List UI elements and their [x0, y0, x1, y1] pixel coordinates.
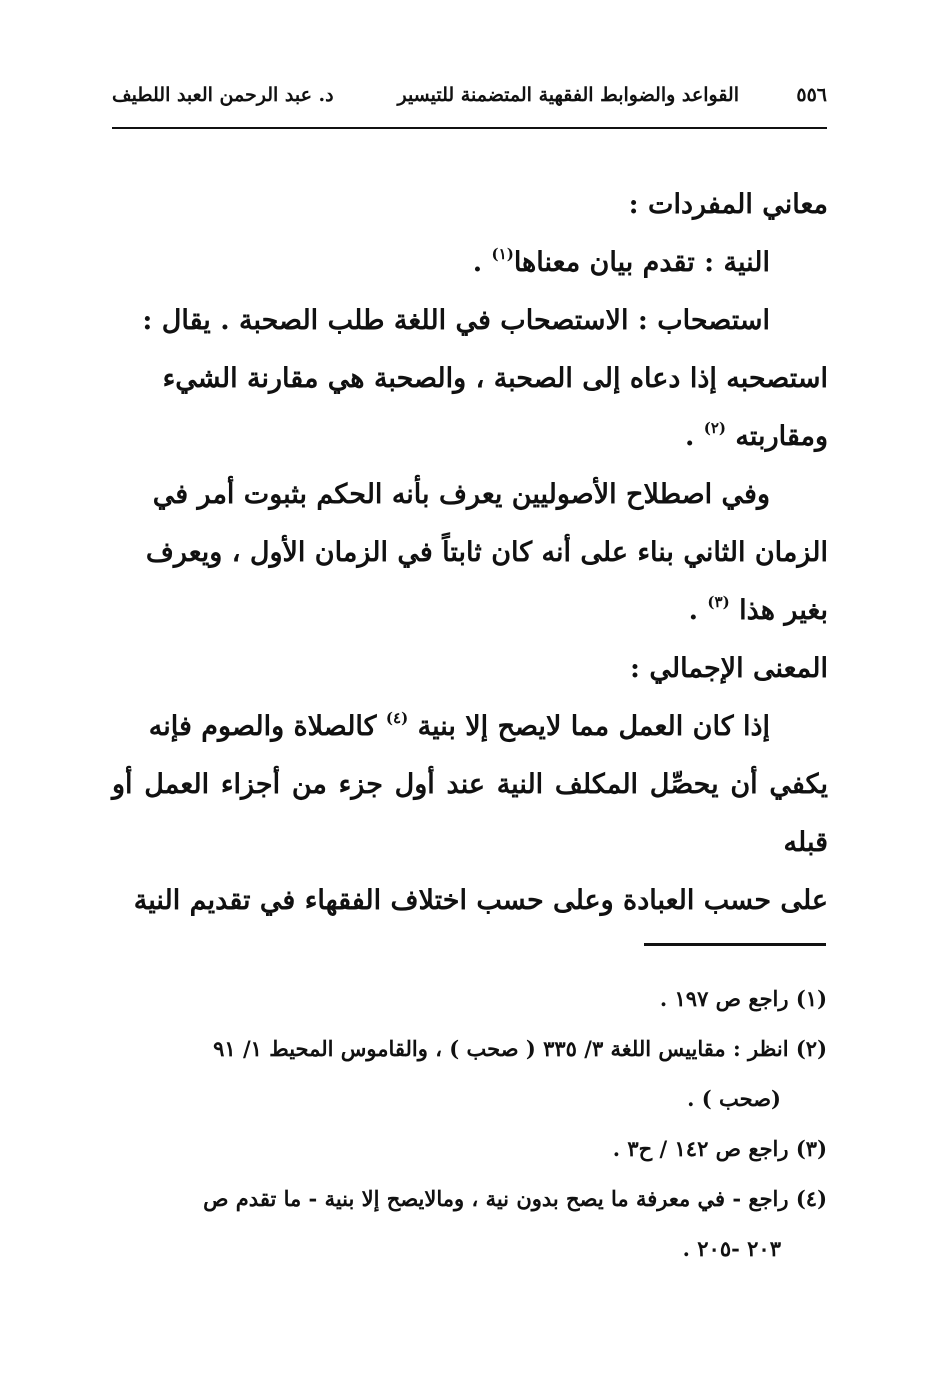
book-title: القواعد والضوابط الفقهية المتضمنة للتيسير	[397, 84, 739, 106]
usul-end: .	[688, 595, 708, 626]
footnote-4-continued: ٢٠٣ -٢٠٥ .	[682, 1236, 781, 1261]
footnote-2: (٢) انظر : مقاييس اللغة ٣/ ٣٣٥ ( صحب ) ، والقاموس المحيط ١/ ٩١	[213, 1036, 827, 1061]
istishab-line-2: استصحبه إذا دعاه إلى الصحبة ، والصحبة هي مقارنة الشيء	[162, 363, 828, 394]
footnote-ref-3: (٣)	[707, 593, 730, 611]
istishab-end: .	[684, 421, 704, 452]
footnote-ref-2: (٢)	[703, 419, 727, 437]
general-line-1	[112, 698, 828, 756]
footnote-ref-4: (٤)	[385, 709, 409, 727]
footnote-4: (٤) راجع - في معرفة ما يصح بدون نية ، ومالايصح إلا بنية - ما تقدم ص	[203, 1186, 827, 1211]
niyya-text: النية : تقدم بيان معناها	[513, 247, 770, 278]
usul-text-end: بغير هذا	[729, 595, 828, 626]
general-line-2: يكفي أن يحصِّل المكلف النية عند أول جزء من أجزاء العمل أو قبله	[112, 769, 828, 858]
usul-line-3	[112, 582, 828, 640]
heading-vocabulary: معاني المفردات :	[628, 189, 828, 220]
usul-line-2: الزمان الثاني بناء على أنه كان ثابتاً في الزمان الأول ، ويعرف	[145, 537, 828, 568]
niyya-end: .	[472, 247, 492, 278]
author-name: د. عبد الرحمن العبد اللطيف	[112, 84, 334, 106]
footnote-1: (١) راجع ص ١٩٧ .	[659, 986, 827, 1011]
page-number: ٥٥٦	[796, 84, 827, 106]
footnote-ref-1: (١)	[491, 245, 514, 263]
running-header	[112, 84, 827, 118]
paragraph-niyya	[112, 234, 828, 292]
footnote-3: (٣) راجع ص ١٤٢ / ح٣ .	[612, 1136, 827, 1161]
general-text-b: كالصلاة والصوم فإنه	[148, 711, 386, 742]
header-rule	[112, 127, 827, 129]
main-text	[112, 176, 828, 930]
general-text-a: إذا كان العمل مما لايصح إلا بنية	[408, 711, 770, 742]
heading-general-meaning: المعنى الإجمالي :	[630, 653, 828, 684]
istishab-line-1: استصحاب : الاستصحاب في اللغة طلب الصحبة . يقال :	[142, 305, 770, 336]
general-line-3: على حسب العبادة وعلى حسب اختلاف الفقهاء في تقديم النية	[133, 885, 828, 916]
footnotes	[112, 974, 827, 1274]
istishab-text-end: ومقاربته	[726, 421, 828, 452]
footnote-2-continued: (صحب ) .	[687, 1086, 781, 1111]
istishab-line-3	[112, 408, 828, 466]
usul-line-1: وفي اصطلاح الأصوليين يعرف بأنه الحكم بثبوت أمر في	[152, 479, 770, 510]
footnote-separator	[644, 943, 826, 946]
